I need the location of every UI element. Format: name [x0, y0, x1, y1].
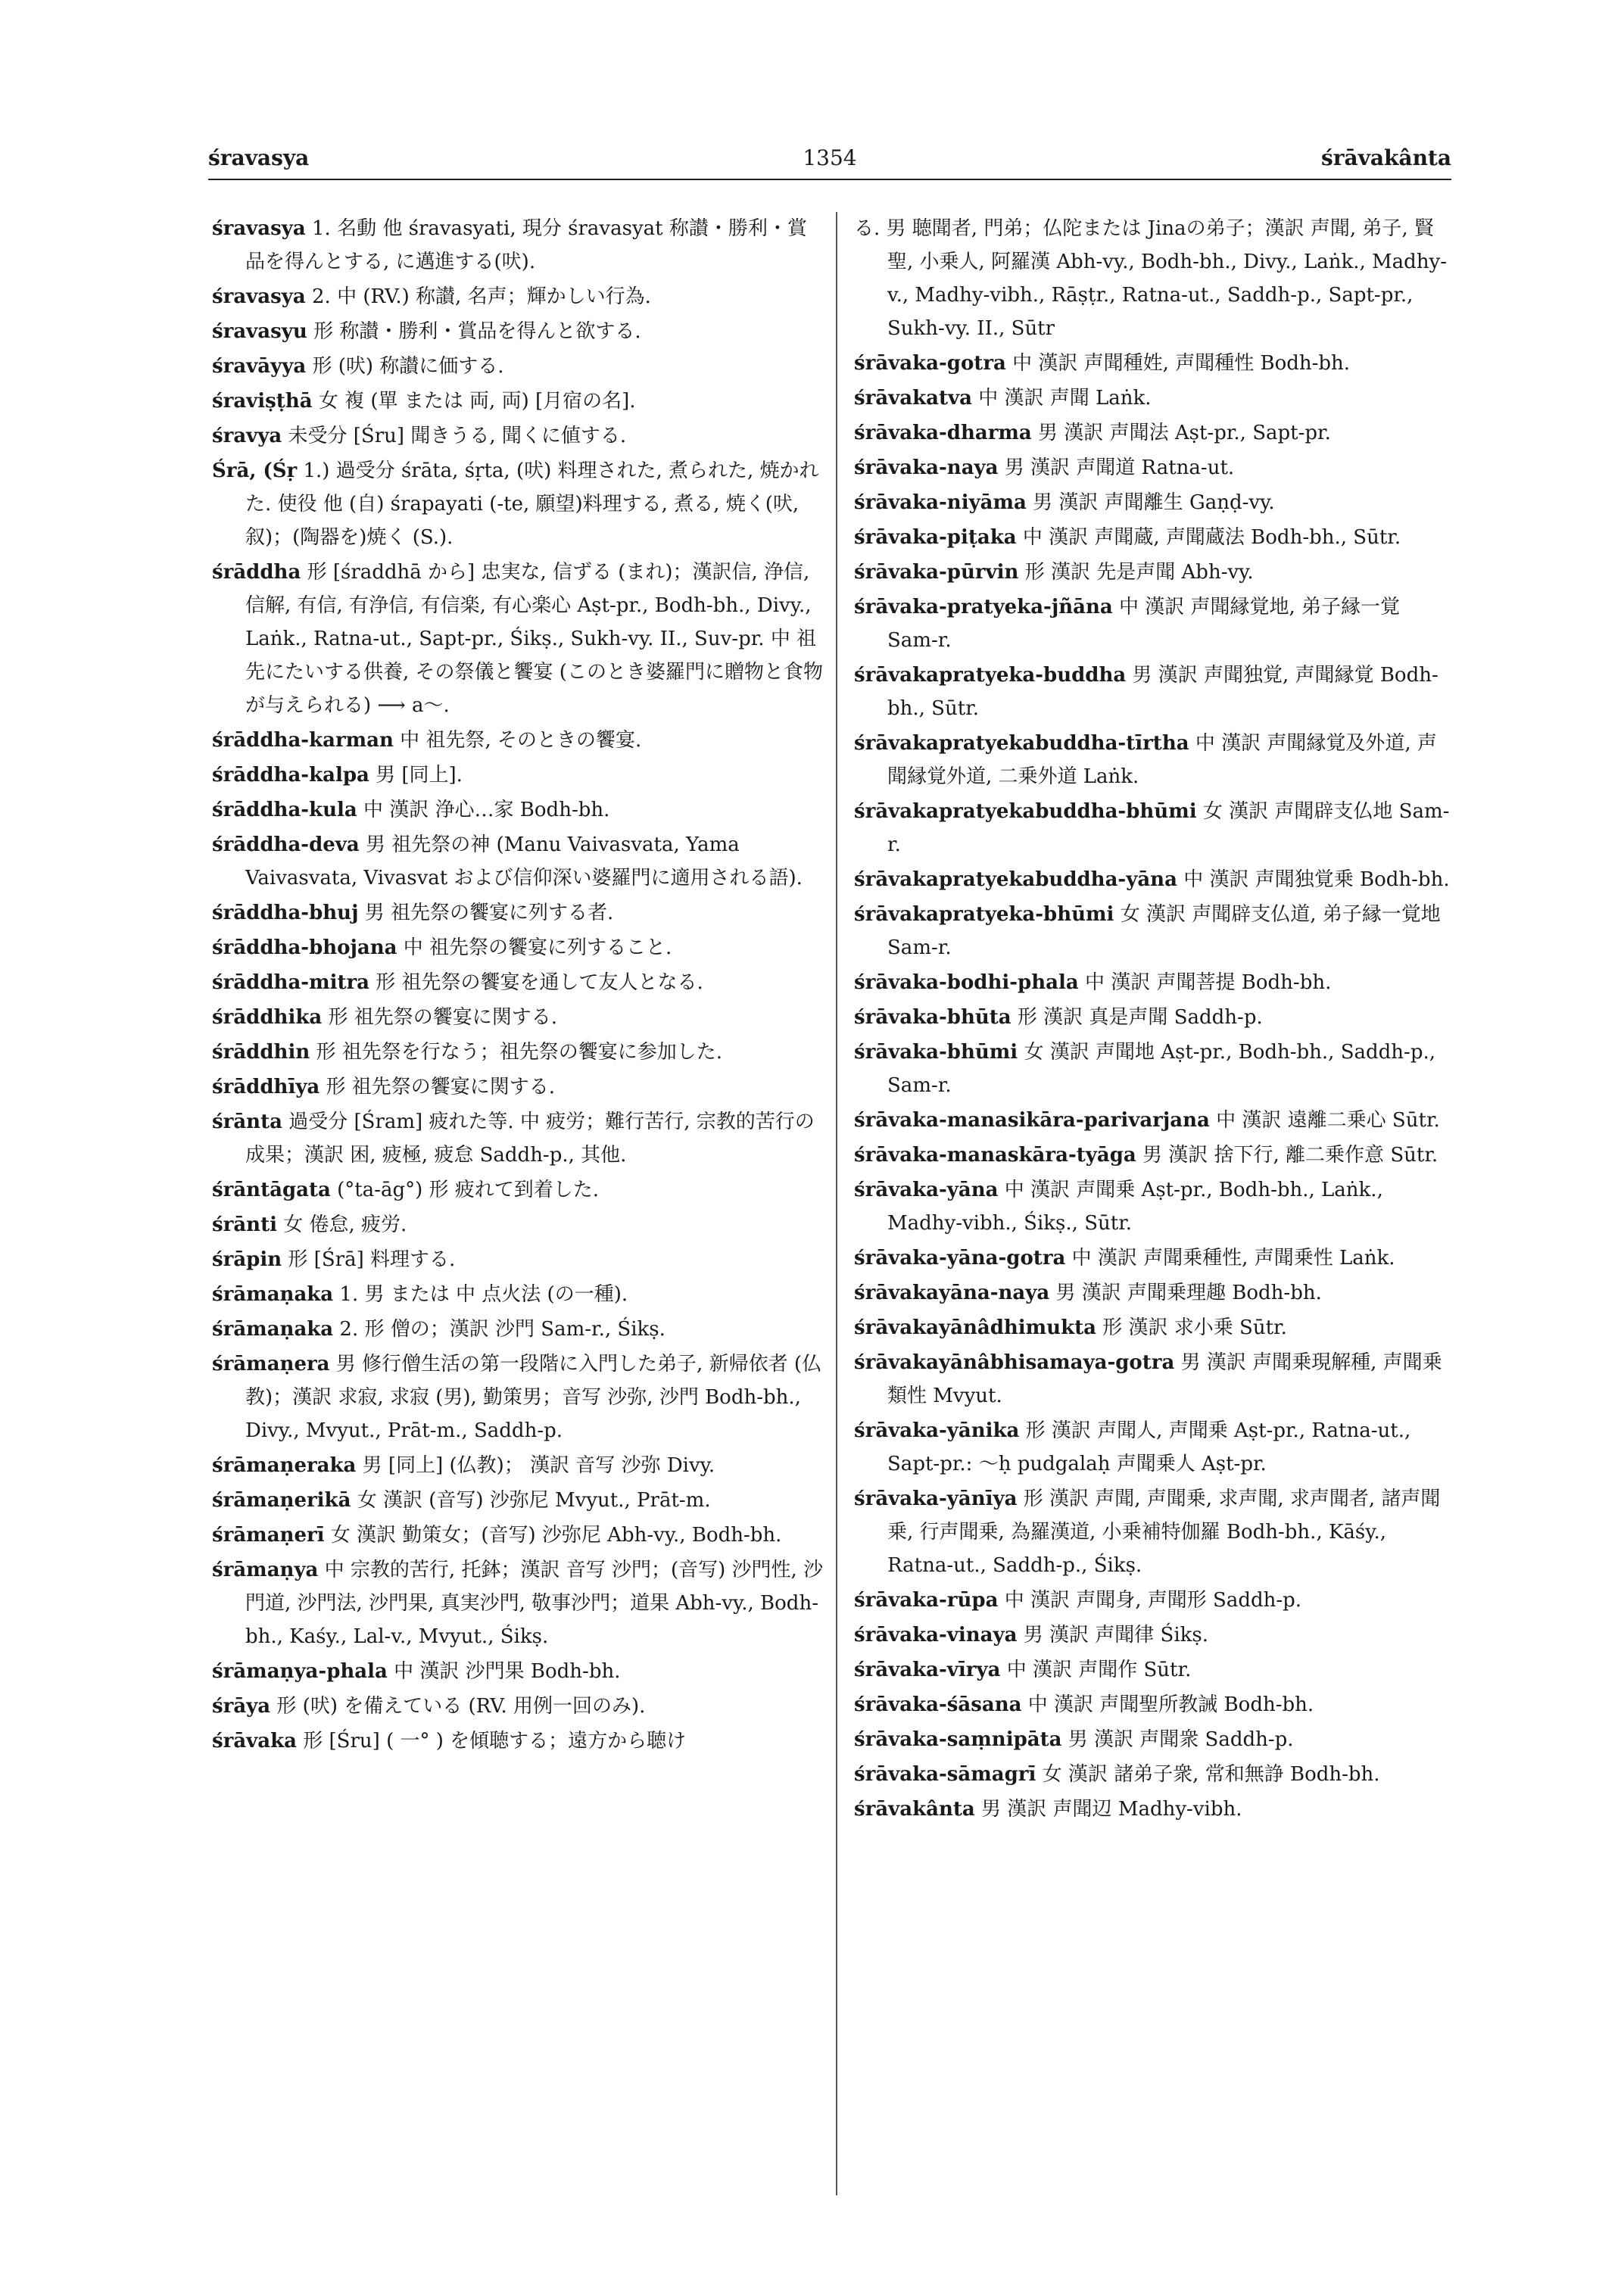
entry-headword: śrāvaka-rūpa [854, 1589, 999, 1612]
entry-headword: śraviṣṭhā [212, 390, 313, 413]
entry-definition: 中 漢訳 声聞蔵, 声聞蔵法 Bodh-bh., Sūtr. [1022, 526, 1401, 549]
dictionary-entry [854, 1482, 1455, 1582]
entry-definition: 女 漢訳 声聞辟支仏地 Sam-r. [887, 800, 1450, 856]
dictionary-entry [854, 1723, 1455, 1756]
entry-headword: śravasya [212, 285, 306, 308]
dictionary-entry [854, 1346, 1455, 1413]
entry-headword: śrāvaka-bhūta [854, 1006, 1011, 1029]
entry-headword: śrānta [212, 1111, 282, 1133]
entry-definition: 1. 名動 他 śravasyati, 現分 śravasyat 称讃・勝利・賞品を得んとする, に邁進する(吠). [245, 217, 807, 273]
entry-definition: 形 祖先祭を行なう；祖先祭の饗宴に参加した. [316, 1041, 723, 1064]
entry-definition: 1. 男 または 中 点火法 (の一種). [339, 1283, 628, 1306]
left-column [212, 212, 825, 1759]
entry-headword: śrāvaka-yānīya [854, 1488, 1018, 1510]
dictionary-entry [212, 1105, 825, 1172]
entry-definition: 女 漢訳 声聞地 Aṣt-pr., Bodh-bh., Saddh-p., Sam-r. [887, 1041, 1436, 1097]
entry-definition: 形 漢訳 真是声聞 Saddh-p. [1017, 1006, 1263, 1029]
entry-definition: 中 漢訳 声聞身, 声聞形 Saddh-p. [1004, 1589, 1302, 1612]
dictionary-entry [854, 659, 1455, 725]
dictionary-entry [854, 212, 1455, 345]
entry-headword: śrāvaka-manasikāra-parivarjana [854, 1109, 1210, 1132]
entry-headword: śrāddhika [212, 1006, 323, 1029]
dictionary-entry [854, 1793, 1455, 1826]
dictionary-entry [212, 1347, 825, 1447]
dictionary-entry [854, 521, 1455, 554]
column-divider [836, 212, 837, 2195]
entry-headword: śrāddha-kalpa [212, 764, 369, 787]
entry-definition: 中 漢訳 沙門果 Bodh-bh. [394, 1660, 621, 1683]
entry-headword: śrāvaka-yāna-gotra [854, 1247, 1066, 1270]
entry-headword: śrāvakapratyekabuddha-bhūmi [854, 800, 1197, 823]
entry-headword: śrāvaka [212, 1730, 297, 1752]
entry-headword: śrāntāgata [212, 1179, 331, 1201]
entry-headword: śravasya [212, 217, 306, 240]
entry-headword: śrānti [212, 1213, 277, 1236]
entry-headword: śrāya [212, 1695, 271, 1718]
entry-headword: śrāvaka-bodhi-phala [854, 971, 1079, 994]
entry-definition: 中 漢訳 声聞聖所教誡 Bodh-bh. [1027, 1693, 1314, 1716]
dictionary-entry [854, 416, 1455, 450]
page-header [208, 141, 1451, 180]
entry-headword: śrāvakayāna-naya [854, 1282, 1050, 1304]
entry-definition: 中 宗教的苦行, 托鉢；漢訳 音写 沙門；(音写) 沙門性, 沙門道, 沙門法, 沙門果, 真実沙門, 敬事沙門；道果 Abh-vy., Bodh-bh., Kaśy., Lal-v., Mvyut., Śikṣ. [245, 1559, 824, 1648]
entry-headword: śrāvaka-yāna [854, 1179, 999, 1201]
entry-headword: śrāvaka-piṭaka [854, 526, 1017, 549]
entry-definition: 過受分 [Śram] 疲れた等. 中 疲労；難行苦行, 宗教的苦行の成果；漢訳 困, 疲極, 疲怠 Saddh-p., 其他. [245, 1111, 815, 1167]
entry-headword: śrāddhin [212, 1041, 310, 1064]
entry-definition: 中 漢訳 声聞独覚乗 Bodh-bh. [1183, 868, 1450, 891]
header-right-guide-word: śrāvakânta [1320, 145, 1451, 170]
entry-headword: śrāvakapratyekabuddha-yāna [854, 868, 1177, 891]
entry-headword: śrāvaka-śāsana [854, 1693, 1022, 1716]
dictionary-entry [212, 1278, 825, 1311]
entry-definition: 形 [Śru] ( 一° ) を傾聴する；遠方から聴け [303, 1730, 687, 1752]
dictionary-entry [854, 1104, 1455, 1137]
dictionary-entry [212, 1484, 825, 1517]
entry-definition: 形 漢訳 求小乗 Sūtr. [1102, 1316, 1287, 1339]
entry-definition: 男 [同上] (仏教)； 漢訳 音写 沙弥 Divy. [362, 1454, 715, 1477]
entry-headword: śrāvaka-pratyeka-jñāna [854, 596, 1113, 618]
entry-definition: 中 漢訳 声聞 Laṅk. [978, 387, 1152, 410]
entry-definition: 形 漢訳 先是声聞 Abh-vy. [1024, 561, 1254, 584]
entry-definition: 男 修行僧生活の第一段階に入門した弟子, 新帰依者 (仏教)；漢訳 求寂, 求寂 (男), 勤策男；音写 沙弥, 沙門 Bodh-bh., Divy., Mvyut., Prāt-m., Saddh-p. [245, 1353, 821, 1442]
dictionary-entry [212, 896, 825, 930]
dictionary-entry [854, 1688, 1455, 1721]
dictionary-entry [212, 1001, 825, 1034]
entry-definition: 中 祖先祭の饗宴に列すること. [403, 936, 672, 959]
entry-definition: 形 漢訳 声聞人, 声聞乗 Aṣt-pr., Ratna-ut., Sapt-pr.: 〜ḥ pudgalaḥ 声聞乗人 Aṣt-pr. [887, 1419, 1411, 1475]
entry-headword: śrāvakapratyeka-buddha [854, 664, 1127, 687]
dictionary-entry [854, 1311, 1455, 1344]
entry-definition: 形 (吠) を備えている (RV. 用例一回のみ). [276, 1695, 646, 1718]
dictionary-entry [854, 1653, 1455, 1687]
entry-headword: śrāvaka-naya [854, 456, 999, 479]
entry-headword: Śrā, (Śṛ [212, 460, 298, 482]
dictionary-entry [212, 385, 825, 418]
dictionary-entry [212, 1313, 825, 1346]
entry-headword: śrāddha-mitra [212, 971, 370, 994]
entry-headword: śrāvaka-sāmagrī [854, 1763, 1036, 1786]
entry-definition: 男 祖先祭の饗宴に列する者. [364, 902, 614, 924]
entry-headword: śrāvakapratyeka-bhūmi [854, 903, 1114, 926]
dictionary-entry [212, 1519, 825, 1552]
entry-definition: 男 漢訳 声聞律 Śikṣ. [1023, 1624, 1209, 1647]
entry-headword: śrāmaṇeraka [212, 1454, 357, 1477]
dictionary-entry [854, 1242, 1455, 1275]
dictionary-entry [854, 966, 1455, 999]
entry-definition: 中 漢訳 浄心…家 Bodh-bh. [363, 799, 610, 821]
entry-headword: śrāvaka-bhūmi [854, 1041, 1018, 1064]
entry-definition: 形 (吠) 称讃に価する. [312, 355, 504, 378]
entry-definition: 男 漢訳 声聞独覚, 声聞縁覚 Bodh-bh., Sūtr. [887, 664, 1439, 720]
entry-headword: śrāmaṇerī [212, 1524, 325, 1547]
dictionary-entry [212, 1036, 825, 1069]
entry-definition: る. 男 聴聞者, 門弟；仏陀または Jinaの弟子；漢訳 声聞, 弟子, 賢聖, 小乗人, 阿羅漢 Abh-vy., Bodh-bh., Divy., Laṅk., Madhy-v., Madhy-vibh., Rāṣṭr., Ratna-ut., Saddh-p., Sapt-pr., Sukh-vy. II., Sūtr [854, 217, 1448, 340]
entry-headword: śrāddha [212, 561, 301, 584]
dictionary-entry [212, 1173, 825, 1207]
entry-definition: 男 漢訳 捨下行, 離二乗作意 Sūtr. [1142, 1144, 1439, 1167]
dictionary-entry [212, 1690, 825, 1723]
entry-headword: śrāmaṇaka [212, 1318, 334, 1341]
entry-headword: śrāvakapratyekabuddha-tīrtha [854, 732, 1189, 755]
entry-headword: śrāvakânta [854, 1798, 975, 1821]
dictionary-entry [854, 1036, 1455, 1102]
entry-definition: 未受分 [Śru] 聞きうる, 聞くに値する. [288, 425, 627, 447]
entry-definition: 中 漢訳 声聞種姓, 声聞種性 Bodh-bh. [1012, 352, 1351, 375]
entry-headword: śrāmaṇerikā [212, 1489, 351, 1512]
dictionary-entry [854, 347, 1455, 380]
entry-headword: śravāyya [212, 355, 307, 378]
dictionary-entry [212, 828, 825, 895]
entry-headword: śrāpin [212, 1248, 282, 1271]
right-column [854, 212, 1455, 1827]
dictionary-entry [854, 486, 1455, 519]
entry-headword: śrāvakayānâbhisamaya-gotra [854, 1351, 1175, 1374]
entry-definition: 形 漢訳 声聞, 声聞乗, 求声聞, 求声聞者, 諸声聞乗, 行声聞乗, 為羅漢道, 小乗補特伽羅 Bodh-bh., Kāśy., Ratna-ut., Saddh-p., Śikṣ. [887, 1488, 1441, 1577]
dictionary-entry [854, 556, 1455, 589]
dictionary-entry [212, 1655, 825, 1688]
entry-headword: śrāddha-bhojana [212, 936, 397, 959]
dictionary-entry [212, 1070, 825, 1104]
entry-definition: 中 漢訳 声聞乗 Aṣt-pr., Bodh-bh., Laṅk., Madhy-vibh., Śikṣ., Sūtr. [887, 1179, 1383, 1235]
dictionary-entry [212, 556, 825, 722]
dictionary-entry [212, 793, 825, 827]
entry-definition: 男 漢訳 声聞衆 Saddh-p. [1068, 1728, 1294, 1751]
dictionary-entry [212, 1553, 825, 1653]
entry-definition: 中 漢訳 声聞縁覚及外道, 声聞縁覚外道, 二乗外道 Laṅk. [887, 732, 1437, 788]
dictionary-entry [854, 382, 1455, 415]
dictionary-entry [854, 727, 1455, 793]
entry-definition: 男 漢訳 声聞乗現解種, 声聞乗類性 Mvyut. [887, 1351, 1442, 1407]
entry-definition: 女 複 (單 または 両, 両) [月宿の名]. [318, 390, 636, 413]
entry-headword: śrāddhīya [212, 1076, 320, 1098]
entry-definition: (°ta-āg°) 形 疲れて到着した. [337, 1179, 600, 1201]
dictionary-entry [212, 419, 825, 453]
entry-definition: 女 漢訳 勤策女；(音写) 沙弥尼 Abh-vy., Bodh-bh. [330, 1524, 782, 1547]
dictionary-entry [212, 1208, 825, 1242]
entry-definition: 形 祖先祭の饗宴に関する. [326, 1076, 556, 1098]
dictionary-entry [212, 454, 825, 554]
dictionary-entry [854, 1276, 1455, 1310]
dictionary-entry [854, 1414, 1455, 1481]
entry-definition: 男 漢訳 声聞辺 Madhy-vibh. [981, 1798, 1242, 1821]
dictionary-entry [854, 590, 1455, 657]
entry-headword: śrāvaka-vinaya [854, 1624, 1018, 1647]
dictionary-entry [212, 1449, 825, 1482]
entry-definition: 女 漢訳 声聞辟支仏道, 弟子縁一覚地 Sam-r. [887, 903, 1441, 959]
entry-definition: 中 漢訳 声聞菩提 Bodh-bh. [1084, 971, 1332, 994]
dictionary-entry [212, 966, 825, 999]
entry-headword: śrāvakayānâdhimukta [854, 1316, 1096, 1339]
entry-definition: 女 漢訳 (音写) 沙弥尼 Mvyut., Prāt-m. [357, 1489, 711, 1512]
entry-definition: 形 [śraddhā から] 忠実な, 信ずる (まれ)；漢訳信, 浄信, 信解, 有信, 有浄信, 有信楽, 有心楽心 Aṣt-pr., Bodh-bh., Divy., Laṅk., Ratna-ut., Sapt-pr., Śikṣ., Sukh-vy. II., Suv-pr. 中 祖先にたいする供養, その祭儀と饗宴 (このとき婆羅門に贈物と食物が与えられる) ⟶ a〜. [245, 561, 823, 717]
page-number: 1354 [803, 145, 857, 170]
header-left-guide-word: śravasya [208, 145, 310, 170]
entry-headword: śrāvaka-pūrvin [854, 561, 1019, 584]
dictionary-entry [854, 795, 1455, 861]
entry-headword: śrāvaka-saṃnipāta [854, 1728, 1062, 1751]
entry-definition: 形 祖先祭の饗宴を通して友人となる. [376, 971, 703, 994]
entry-headword: śrāvaka-gotra [854, 352, 1006, 375]
entry-headword: śrāddha-karman [212, 729, 394, 752]
dictionary-entry [212, 759, 825, 792]
dictionary-entry [854, 898, 1455, 964]
entry-definition: 男 漢訳 声聞法 Aṣt-pr., Sapt-pr. [1038, 422, 1331, 444]
entry-headword: śrāddha-bhuj [212, 902, 359, 924]
entry-definition: 男 祖先祭の神 (Manu Vaivasvata, Yama Vaivasvata, Vivasvat および信仰深い婆羅門に適用される語). [245, 833, 803, 889]
entry-definition: 2. 形 僧の；漢訳 沙門 Sam-r., Śikṣ. [339, 1318, 665, 1341]
dictionary-entry [212, 724, 825, 757]
dictionary-entry [854, 863, 1455, 896]
entry-definition: 女 漢訳 諸弟子衆, 常和無諍 Bodh-bh. [1042, 1763, 1380, 1786]
dictionary-entry [854, 1139, 1455, 1172]
entry-headword: śrāvakatva [854, 387, 972, 410]
dictionary-entry [854, 1001, 1455, 1034]
dictionary-entry [212, 931, 825, 964]
entry-definition: 男 [同上]. [376, 764, 463, 787]
entry-headword: śravasyu [212, 320, 307, 343]
entry-headword: śrāvaka-vīrya [854, 1659, 1001, 1681]
dictionary-entry [854, 1758, 1455, 1791]
entry-headword: śrāvaka-niyāma [854, 491, 1027, 514]
entry-definition: 中 漢訳 声聞作 Sūtr. [1006, 1659, 1192, 1681]
entry-headword: śrāmaṇya [212, 1559, 319, 1581]
entry-definition: 形 [Śrā] 料理する. [288, 1248, 456, 1271]
dictionary-entry [854, 451, 1455, 484]
dictionary-entry [854, 1584, 1455, 1617]
entry-definition: 中 祖先祭, そのときの饗宴. [400, 729, 642, 752]
entry-headword: śrāmaṇaka [212, 1283, 334, 1306]
entry-definition: 2. 中 (RV.) 称讃, 名声；輝かしい行為. [312, 285, 651, 308]
entry-definition: 男 漢訳 声聞道 Ratna-ut. [1004, 456, 1235, 479]
dictionary-entry [212, 1724, 825, 1758]
entry-definition: 男 漢訳 声聞乗理趣 Bodh-bh. [1055, 1282, 1322, 1304]
entry-headword: śrāvaka-dharma [854, 422, 1032, 444]
entry-definition: 中 漢訳 声聞縁覚地, 弟子縁一覚 Sam-r. [887, 596, 1401, 652]
entry-headword: śrāddha-kula [212, 799, 357, 821]
entry-definition: 男 漢訳 声聞離生 Gaṇḍ-vy. [1033, 491, 1275, 514]
entry-definition: 形 称讃・勝利・賞品を得んと欲する. [313, 320, 641, 343]
dictionary-entry [212, 315, 825, 348]
entry-definition: 中 漢訳 遠離二乗心 Sūtr. [1216, 1109, 1440, 1132]
entry-definition: 形 祖先祭の饗宴に関する. [328, 1006, 557, 1029]
entry-headword: śrāddha-deva [212, 833, 360, 856]
dictionary-entry [854, 1618, 1455, 1652]
entry-headword: śrāvaka-yānika [854, 1419, 1020, 1442]
entry-definition: 1.) 過受分 śrāta, śṛta, (吠) 料理された, 煮られた, 焼かれた. 使役 他 (自) śrapayati (-te, 願望)料理する, 煮る, 焼く(吠, 叙)；(陶器を)焼く (S.). [245, 460, 819, 549]
dictionary-entry [212, 350, 825, 383]
entry-definition: 中 漢訳 声聞乗種性, 声聞乗性 Laṅk. [1071, 1247, 1395, 1270]
dictionary-entry [212, 1243, 825, 1276]
entry-definition: 女 倦怠, 疲労. [283, 1213, 407, 1236]
entry-headword: śrāmaṇya-phala [212, 1660, 388, 1683]
entry-headword: śrāmaṇera [212, 1353, 330, 1375]
entry-headword: śravya [212, 425, 282, 447]
dictionary-entry [212, 280, 825, 313]
dictionary-entry [854, 1173, 1455, 1240]
entry-headword: śrāvaka-manaskāra-tyāga [854, 1144, 1136, 1167]
dictionary-entry [212, 212, 825, 279]
